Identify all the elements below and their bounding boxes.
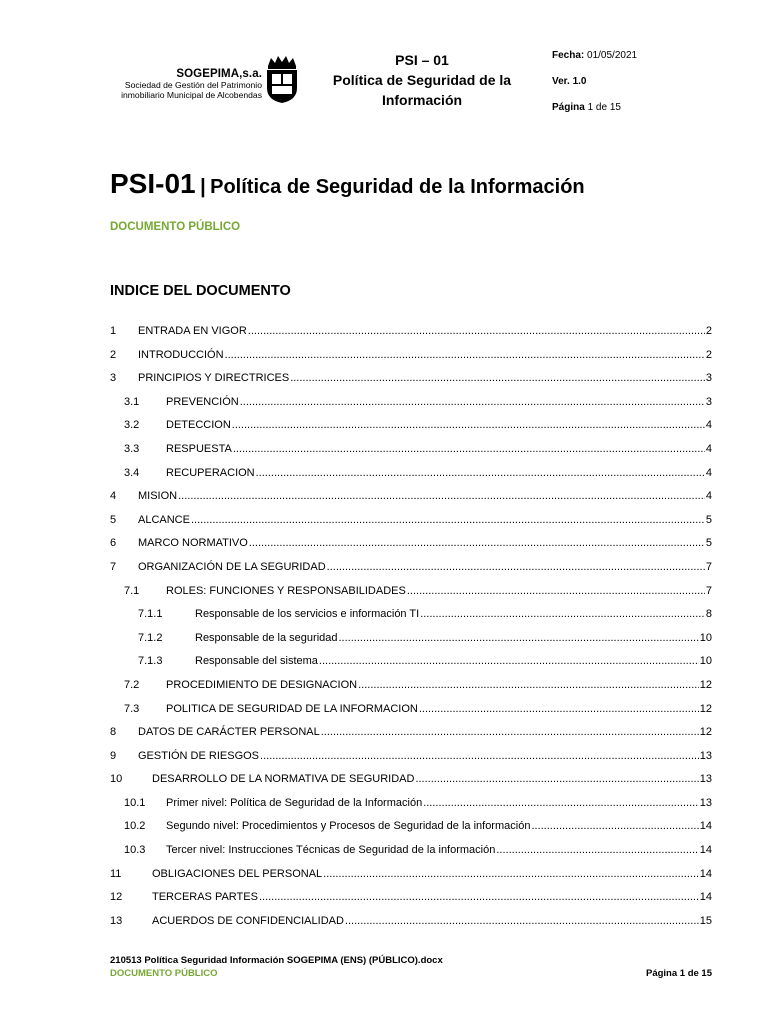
- toc-entry-page: 2: [705, 348, 712, 361]
- toc-entry-label: Responsable de los servicios e información TI: [195, 608, 420, 621]
- toc-entry-number: 3.4: [124, 466, 140, 479]
- toc-entry-number: 10.3: [124, 844, 146, 857]
- toc-entry-number: 1: [110, 325, 117, 337]
- table-of-contents: [0, 321, 768, 934]
- page-title: [110, 168, 585, 200]
- toc-entry-line: [138, 325, 712, 337]
- toc-entry-line: [138, 490, 712, 502]
- header-metadata: [552, 50, 637, 128]
- toc-entry-number: 3.3: [124, 442, 140, 455]
- classification-label: DOCUMENTO PÚBLICO: [110, 221, 241, 233]
- toc-entry-page: 10: [699, 631, 712, 644]
- toc-entry-label: Tercer nivel: Instrucciones Técnicas de Seguridad de la información: [166, 844, 496, 857]
- toc-entry-page: 13: [699, 749, 712, 762]
- toc-entry[interactable]: [0, 840, 768, 864]
- toc-entry-number: 7.1.1: [138, 608, 163, 621]
- toc-entry[interactable]: [0, 699, 768, 723]
- toc-entry[interactable]: [0, 392, 768, 416]
- toc-entry[interactable]: [0, 510, 768, 534]
- toc-entry-line: [152, 773, 712, 785]
- toc-entry-line: [166, 797, 712, 809]
- toc-dot-leader: [407, 585, 705, 597]
- toc-entry-page: 7: [705, 560, 712, 573]
- toc-entry-label: TERCERAS PARTES: [152, 891, 258, 904]
- toc-entry-page: 12: [699, 678, 712, 691]
- toc-entry-page: 4: [705, 442, 712, 455]
- toc-entry-page: 7: [705, 584, 712, 597]
- index-heading: INDICE DEL DOCUMENTO: [110, 283, 291, 299]
- toc-entry[interactable]: [0, 911, 768, 935]
- toc-entry[interactable]: [0, 722, 768, 746]
- toc-dot-leader: [225, 349, 705, 361]
- toc-entry-line: [166, 703, 712, 715]
- header-doc-title-line2: Información: [381, 92, 463, 108]
- toc-entry[interactable]: [0, 628, 768, 652]
- toc-entry-line: [138, 726, 712, 738]
- toc-entry-page: 3: [705, 395, 712, 408]
- toc-entry-number: 3.1: [124, 395, 140, 408]
- toc-entry-page: 4: [705, 466, 712, 479]
- header-date: [552, 50, 637, 76]
- toc-dot-leader: [290, 372, 705, 384]
- toc-entry[interactable]: [0, 816, 768, 840]
- toc-dot-leader: [339, 632, 699, 644]
- toc-dot-leader: [327, 561, 705, 573]
- toc-entry-page: 13: [699, 773, 712, 786]
- coat-of-arms-icon: [264, 54, 300, 104]
- toc-dot-leader: [345, 915, 699, 927]
- toc-entry-number: 7.1: [124, 584, 140, 597]
- toc-entry-line: [166, 419, 712, 431]
- toc-entry[interactable]: [0, 887, 768, 911]
- toc-entry-number: 7.2: [124, 678, 140, 691]
- logo-subtitle-1: Sociedad de Gestión del Patrimonio: [124, 80, 262, 90]
- toc-entry-line: [195, 632, 712, 644]
- toc-entry-line: [152, 868, 712, 880]
- toc-entry-number: 7.3: [124, 702, 140, 715]
- toc-entry-line: [152, 891, 712, 903]
- toc-entry-number: 9: [110, 749, 117, 762]
- title-separator: |: [200, 176, 206, 198]
- toc-entry-page: 14: [699, 820, 712, 833]
- toc-entry-number: 10.1: [124, 796, 146, 809]
- toc-entry-number: 7.1.2: [138, 631, 163, 644]
- logo-text: [121, 68, 262, 100]
- toc-dot-leader: [260, 750, 699, 762]
- toc-entry-line: [138, 561, 712, 573]
- toc-entry[interactable]: [0, 321, 768, 345]
- toc-entry-label: DETECCION: [166, 419, 231, 432]
- toc-entry[interactable]: [0, 415, 768, 439]
- toc-dot-leader: [248, 325, 705, 337]
- toc-entry-line: [166, 443, 712, 455]
- title-text: Política de Seguridad de la Información: [210, 176, 585, 198]
- toc-entry-label: RESPUESTA: [166, 442, 232, 455]
- toc-entry-line: [166, 679, 712, 691]
- header-version: Ver. 1.0: [552, 76, 587, 87]
- toc-entry-page: 2: [705, 325, 712, 337]
- toc-dot-leader: [321, 726, 699, 738]
- toc-entry[interactable]: [0, 486, 768, 510]
- page-of: de 15: [595, 102, 621, 113]
- toc-dot-leader: [423, 797, 699, 809]
- toc-entry-line: [166, 396, 712, 408]
- toc-entry[interactable]: [0, 368, 768, 392]
- toc-entry-line: [138, 514, 712, 526]
- toc-entry-page: 10: [699, 655, 712, 668]
- footer-classification: DOCUMENTO PÚBLICO: [110, 968, 218, 979]
- toc-entry[interactable]: [0, 675, 768, 699]
- toc-entry[interactable]: [0, 345, 768, 369]
- title-code: PSI-01: [110, 168, 196, 199]
- toc-entry-label: ALCANCE: [138, 513, 190, 526]
- toc-entry-label: PROCEDIMIENTO DE DESIGNACION: [166, 678, 358, 691]
- toc-entry-page: 13: [699, 796, 712, 809]
- date-value: 01/05/2021: [587, 50, 638, 61]
- toc-dot-leader: [419, 703, 699, 715]
- toc-entry[interactable]: [0, 557, 768, 581]
- toc-entry-label: MARCO NORMATIVO: [138, 537, 248, 550]
- toc-entry-label: ENTRADA EN VIGOR: [138, 325, 247, 337]
- toc-entry[interactable]: [0, 463, 768, 487]
- toc-entry-label: MISION: [138, 490, 178, 503]
- toc-dot-leader: [256, 467, 705, 479]
- toc-entry-label: Responsable del sistema: [195, 655, 318, 668]
- toc-entry-page: 12: [699, 726, 712, 739]
- toc-entry-number: 10.2: [124, 820, 146, 833]
- toc-entry[interactable]: [0, 604, 768, 628]
- toc-entry[interactable]: [0, 533, 768, 557]
- toc-dot-leader: [178, 490, 705, 502]
- toc-entry-label: OBLIGACIONES DEL PERSONAL: [152, 867, 323, 880]
- toc-entry[interactable]: [0, 769, 768, 793]
- header-doc-code: PSI – 01: [395, 52, 449, 68]
- toc-dot-leader: [191, 514, 705, 526]
- toc-entry[interactable]: [0, 651, 768, 675]
- toc-entry-number: 11: [110, 867, 122, 880]
- toc-dot-leader: [240, 396, 705, 408]
- toc-entry-label: ORGANIZACIÓN DE LA SEGURIDAD: [138, 560, 326, 573]
- toc-entry-number: 7.1.3: [138, 655, 163, 668]
- header-document-title: [316, 50, 528, 110]
- toc-entry-label: INTRODUCCIÓN: [138, 348, 224, 361]
- toc-entry-line: [138, 372, 712, 384]
- toc-dot-leader: [319, 655, 699, 667]
- toc-entry-number: 10: [110, 773, 123, 786]
- toc-dot-leader: [496, 844, 698, 856]
- toc-entry-number: 4: [110, 490, 117, 503]
- toc-entry-label: DATOS DE CARÁCTER PERSONAL: [138, 726, 320, 739]
- toc-entry-line: [166, 820, 712, 832]
- toc-entry-label: PRINCIPIOS Y DIRECTRICES: [138, 372, 290, 385]
- page-number: 1: [587, 102, 594, 113]
- header-doc-title-line1: Política de Seguridad de la: [332, 72, 512, 88]
- toc-entry-number: 7: [110, 560, 117, 573]
- toc-entry[interactable]: [0, 793, 768, 817]
- toc-entry-line: [195, 608, 712, 620]
- toc-entry-number: 2: [110, 348, 117, 361]
- toc-entry-label: GESTIÓN DE RIESGOS: [138, 749, 260, 762]
- toc-entry-page: 14: [699, 891, 712, 904]
- toc-dot-leader: [358, 679, 699, 691]
- toc-entry-page: 8: [705, 608, 712, 621]
- toc-entry-number: 5: [110, 513, 117, 526]
- toc-entry-number: 13: [110, 914, 123, 927]
- toc-dot-leader: [531, 820, 698, 832]
- toc-entry-label: Responsable de la seguridad: [195, 631, 338, 644]
- toc-entry-page: 14: [699, 844, 712, 857]
- footer-filename: 210513 Política Seguridad Información SOGEPIMA (ENS) (PÚBLICO).docx: [110, 955, 443, 966]
- logo-name: SOGEPIMA,s.a.: [176, 68, 262, 80]
- toc-entry-page: 5: [705, 537, 712, 550]
- toc-entry-number: 8: [110, 726, 117, 739]
- toc-entry-label: DESARROLLO DE LA NORMATIVA DE SEGURIDAD: [152, 773, 415, 786]
- toc-dot-leader: [233, 443, 705, 455]
- company-logo: [120, 54, 300, 110]
- toc-entry[interactable]: [0, 864, 768, 888]
- toc-entry-page: 3: [705, 372, 712, 385]
- toc-entry-line: [166, 844, 712, 856]
- date-label: Fecha:: [552, 50, 585, 61]
- toc-entry-page: 12: [699, 702, 712, 715]
- logo-subtitle-2: inmobiliario Municipal de Alcobendas: [121, 90, 262, 100]
- toc-entry-line: [138, 537, 712, 549]
- toc-entry[interactable]: [0, 439, 768, 463]
- toc-entry-page: 5: [705, 513, 712, 526]
- header-page: [552, 102, 637, 128]
- toc-dot-leader: [232, 419, 705, 431]
- toc-entry-line: [152, 915, 712, 927]
- toc-entry-label: ACUERDOS DE CONFIDENCIALIDAD: [152, 914, 344, 927]
- toc-entry-label: Primer nivel: Política de Seguridad de la Información: [166, 796, 423, 809]
- toc-entry-label: PREVENCIÓN: [166, 395, 239, 408]
- toc-entry[interactable]: [0, 746, 768, 770]
- toc-entry-page: 4: [705, 490, 712, 503]
- toc-entry-label: Segundo nivel: Procedimientos y Procesos de Seguridad de la información: [166, 820, 531, 833]
- toc-dot-leader: [415, 773, 698, 785]
- toc-entry[interactable]: [0, 581, 768, 605]
- toc-entry-number: 12: [110, 891, 123, 904]
- toc-dot-leader: [249, 537, 705, 549]
- toc-entry-page: 14: [699, 867, 712, 880]
- toc-entry-line: [138, 349, 712, 361]
- toc-entry-number: 3.2: [124, 419, 140, 432]
- toc-entry-line: [166, 585, 712, 597]
- toc-entry-line: [138, 750, 712, 762]
- toc-entry-label: RECUPERACION: [166, 466, 255, 479]
- toc-entry-line: [195, 655, 712, 667]
- toc-entry-number: 6: [110, 537, 117, 550]
- toc-entry-label: POLITICA DE SEGURIDAD DE LA INFORMACION: [166, 702, 418, 715]
- toc-dot-leader: [259, 891, 699, 903]
- toc-entry-number: 3: [110, 372, 117, 385]
- toc-entry-page: 15: [699, 914, 712, 927]
- toc-dot-leader: [420, 608, 705, 620]
- footer-page: Página 1 de 15: [645, 968, 712, 979]
- toc-entry-line: [166, 467, 712, 479]
- toc-dot-leader: [323, 868, 699, 880]
- page-label: Página: [552, 102, 585, 113]
- toc-entry-label: ROLES: FUNCIONES Y RESPONSABILIDADES: [166, 584, 406, 597]
- toc-entry-page: 4: [705, 419, 712, 432]
